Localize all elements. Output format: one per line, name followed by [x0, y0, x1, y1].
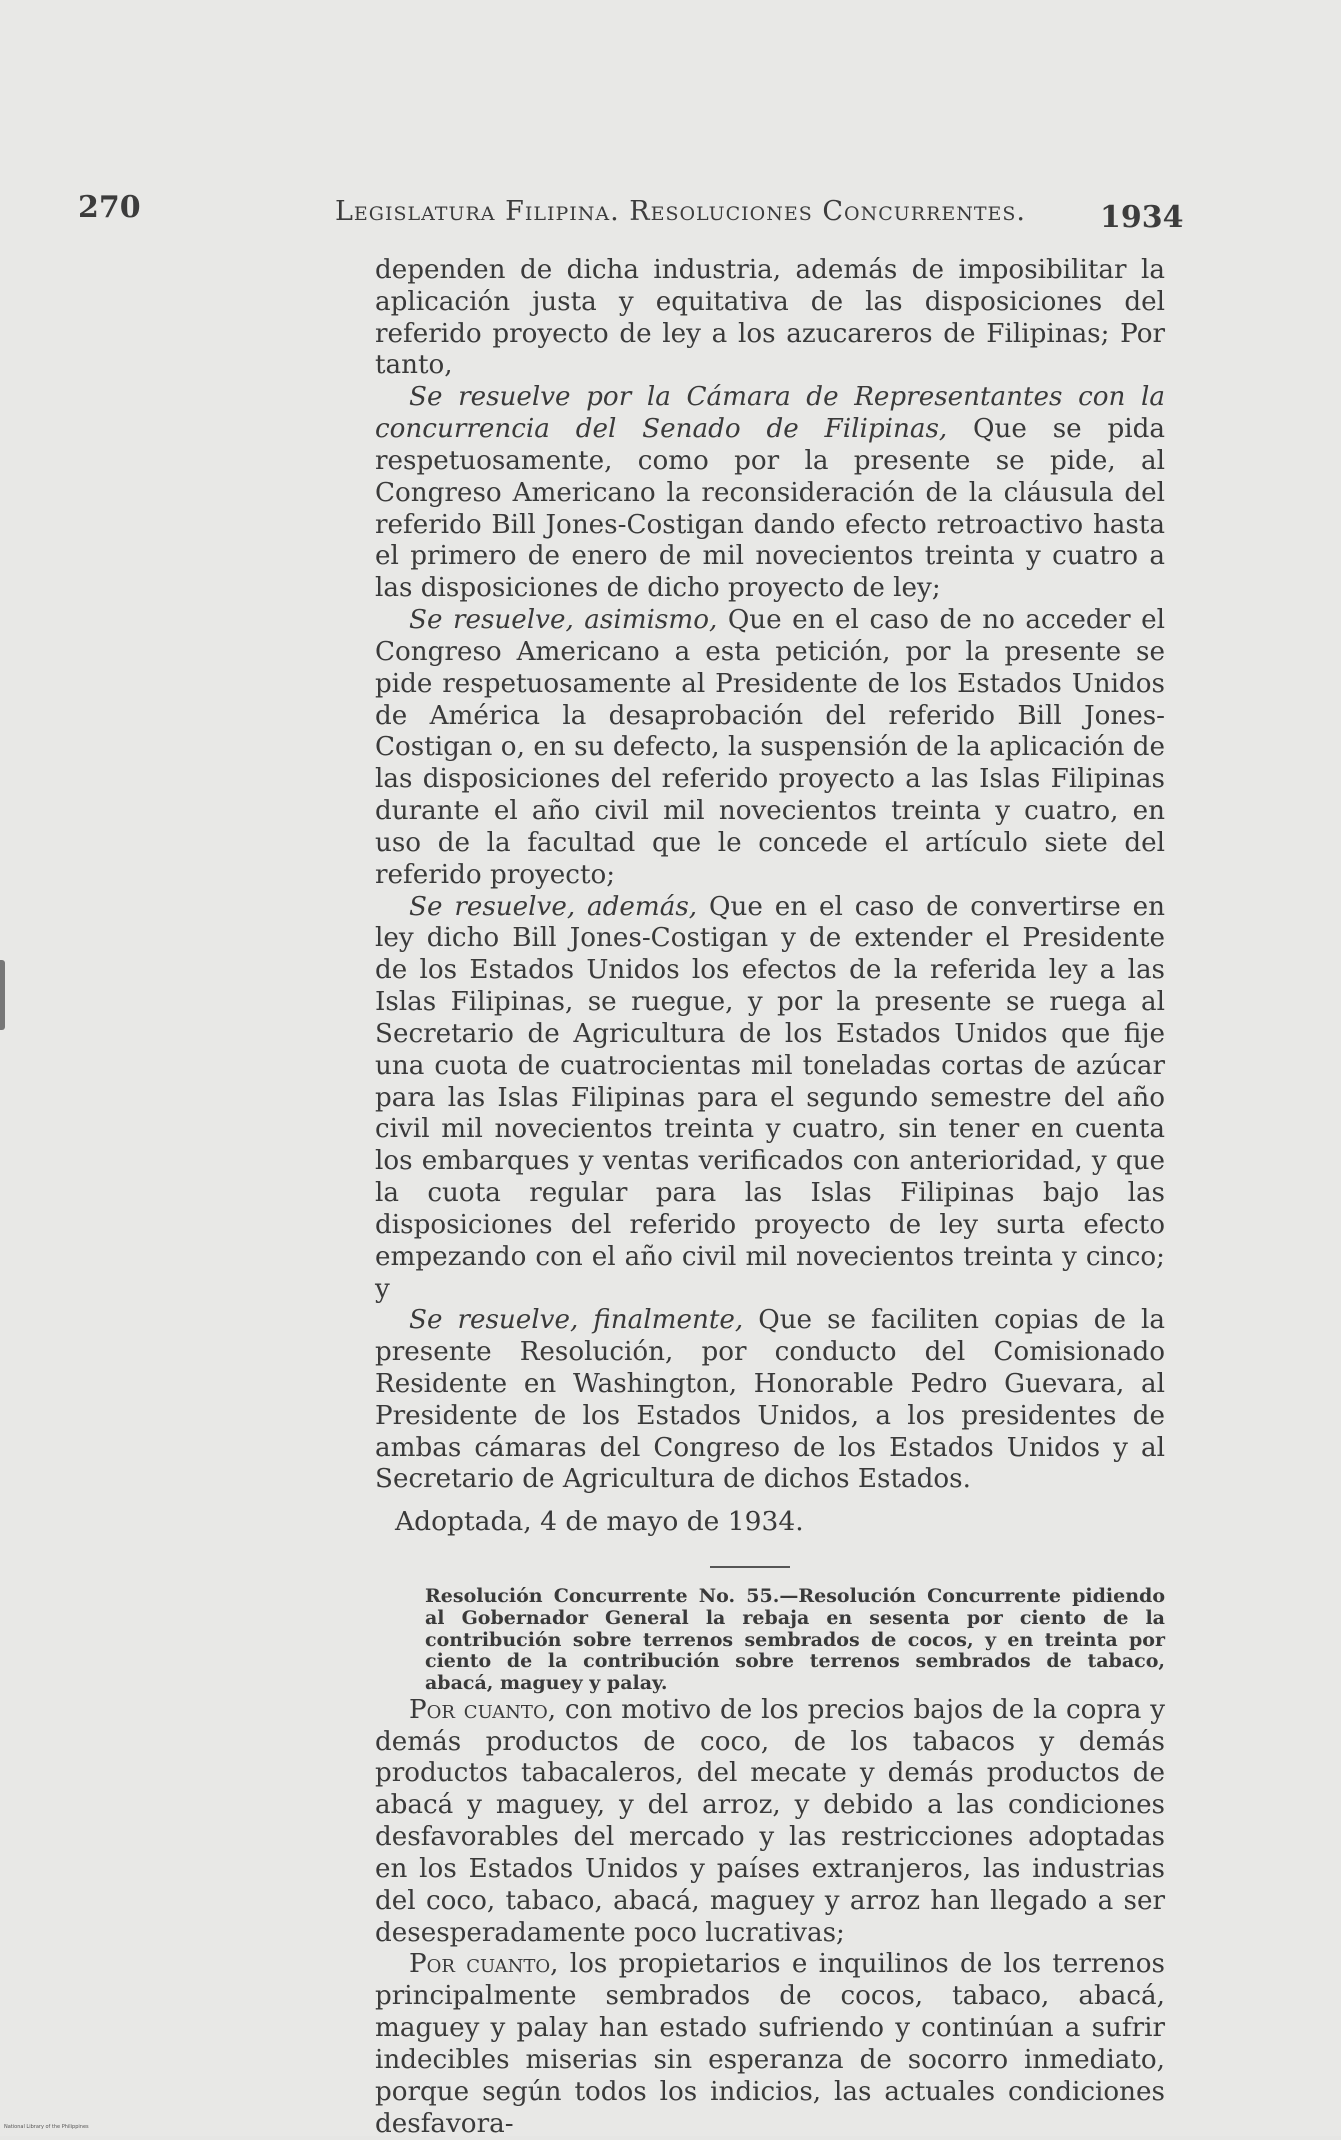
paragraph — [375, 255, 1165, 382]
whereas-paragraph — [375, 1949, 1165, 2140]
paragraph-text: Que en el caso de convertirse en ley dicho Bill Jones-Costigan y de extender el Presidente de los Estados Unidos los efectos de la referida ley a las Islas Filipinas, se ruegue, y por la presente se ruega al Secretario de Agricultura de los Estados Unidos que fije una cuota de cuatrocientas mil toneladas cortas de azúcar para las Islas Filipinas para el segundo semestre del año civil mil novecientos treinta y cuatro, sin tener en cuenta los embarques y ventas verificados con anterioridad, y que la cuota regular para las Islas Filipinas bajo las disposiciones del referido proyecto de ley surta efecto empezando con el año civil mil novecientos treinta y cinco; y — [375, 891, 1165, 1304]
paragraph-lead: Se resuelve, finalmente, — [409, 1305, 744, 1336]
footer-credit: National Library of the Philippines — [4, 2124, 89, 2130]
page-body — [375, 255, 1165, 2140]
paragraph-text: dependen de dicha industria, además de imposibilitar la aplicación justa y equitativa de las disposiciones del referido proyecto de ley a los azucareros de Filipinas; Por tanto, — [375, 255, 1165, 381]
paragraph-text: Que en el caso de no acceder el Congreso Americano a esta petición, por la presente se pide respetuosamente al Presidente de los Estados Unidos de América la desaprobación del referido Bill Jones-Costigan o, en su defecto, la suspensión de la aplicación de las disposiciones del referido proyecto a las Islas Filipinas durante el año civil mil novecientos treinta y cuatro, en uso de la facultad que le concede el artículo siete del referido proyecto; — [375, 605, 1165, 890]
paragraph-text: los propietarios e inquilinos de los terrenos principalmente sembrados de cocos, tabaco, abacá, maguey y palay han estado sufriendo y continúan a sufrir indecibles miserias sin esperanza de socorro inmediato, porque según todos los indicios, las actuales condiciones desfavora- — [375, 1949, 1165, 2139]
paragraph-lead: Se resuelve, asimismo, — [409, 605, 718, 636]
binding-shadow — [0, 960, 5, 1030]
paragraph — [375, 892, 1165, 1306]
resolution-heading: Resolución Concurrente No. 55.—Resolución Concurrente pidiendo al Gobernador General la rebaja en sesenta por ciento de la contribución sobre terrenos sembrados de cocos, y en treinta por ciento de la contribución sobre terrenos sembrados de tabaco, abacá, maguey y palay. — [425, 1585, 1165, 1695]
paragraph-lead: Se resuelve por la Cámara de Representantes con la concurrencia del Senado de Filipinas, — [375, 382, 1165, 445]
paragraph-text: Que se faciliten copias de la presente Resolución, por conducto del Comisionado Residente en Washington, Honorable Pedro Guevara, al Presidente de los Estados Unidos, a los presidentes de ambas cámaras del Congreso de los Estados Unidos y al Secretario de Agricultura de dichos Estados. — [375, 1305, 1166, 1495]
header-year: 1934 — [1100, 200, 1184, 235]
page-number: 270 — [78, 190, 141, 225]
running-title: Legislatura Filipina. Resoluciones Concurrentes. — [335, 196, 1027, 227]
paragraph-lead: Se resuelve, además, — [409, 891, 698, 922]
paragraph-text: con motivo de los precios bajos de la copra y demás productos de coco, de los tabacos y demás productos tabacaleros, del mecate y demás productos de abacá y maguey, y del arroz, y debido a las condiciones desfavorables del mercado y las restricciones adoptadas en los Estados Unidos y países extranjeros, las industrias del coco, tabaco, abacá, maguey y arroz han llegado a ser desesperadamente poco lucrativas; — [375, 1694, 1165, 1948]
whereas-paragraph — [375, 1695, 1165, 1950]
paragraph-text: Que se pida respetuosamente, como por la presente se pide, al Congreso Americano la reconsideración de la cláusula del referido Bill Jones-Costigan dando efecto retroactivo hasta el primero de enero de mil novecientos treinta y cuatro a las disposiciones de dicho proyecto de ley; — [375, 414, 1165, 604]
paragraph — [375, 1305, 1165, 1496]
adopted-date: Adoptada, 4 de mayo de 1934. — [395, 1506, 804, 1538]
section-divider — [710, 1566, 790, 1568]
paragraph — [375, 605, 1165, 891]
whereas-lead: Por cuanto, — [409, 1694, 557, 1725]
paragraph — [375, 382, 1165, 605]
whereas-lead: Por cuanto, — [409, 1949, 559, 1980]
